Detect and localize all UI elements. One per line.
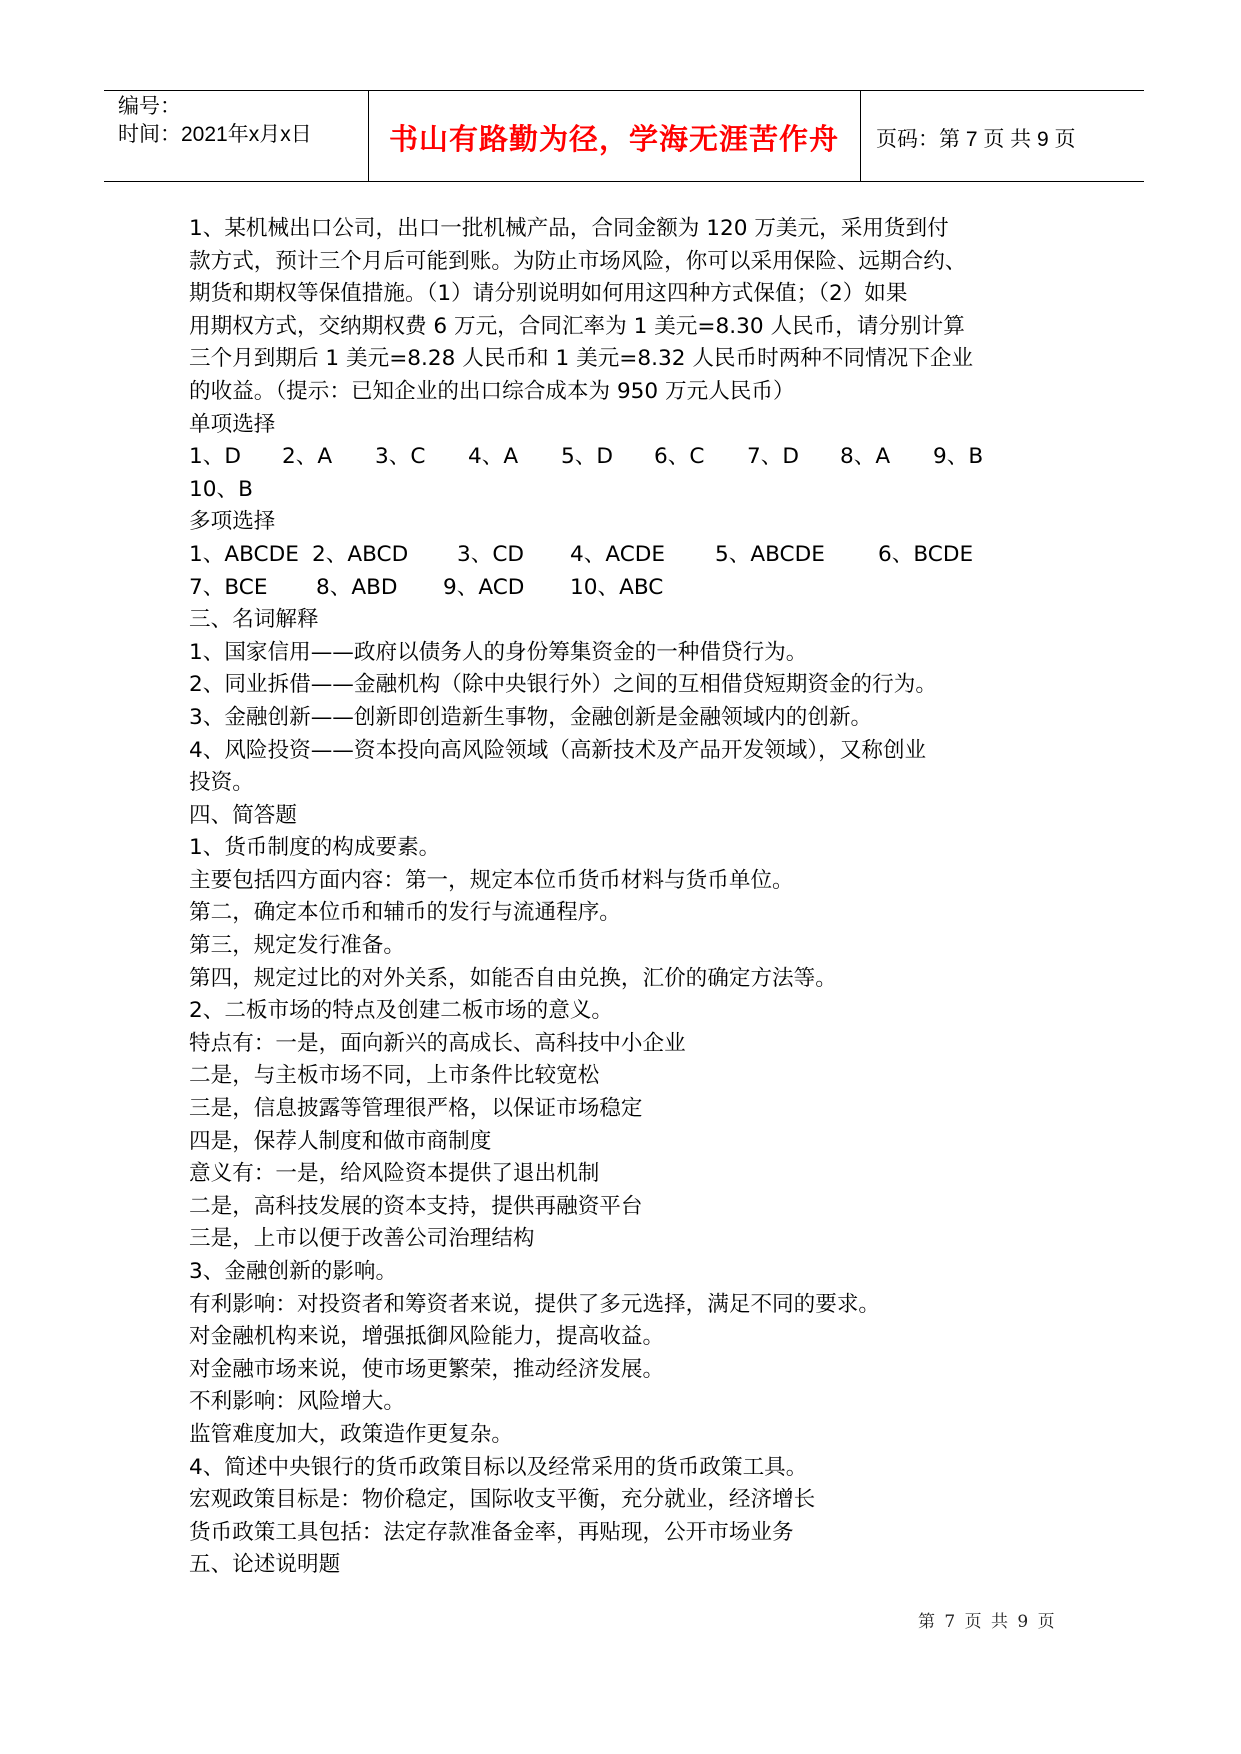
short-answer-line: 四是，保荐人制度和做市商制度: [189, 1128, 492, 1154]
question-line: 1、某机械出口公司，出口一批机械产品，合同金额为 120 万美元，采用货到付: [189, 216, 949, 241]
short-answer-line: 第二，确定本位币和辅币的发行与流通程序。: [189, 900, 621, 926]
answer-item: 4、ACDE: [570, 541, 666, 567]
short-answer-line: 对金融机构来说，增强抵御风险能力，提高收益。: [189, 1324, 665, 1350]
answer-item: 6、C: [654, 444, 705, 470]
term-definition: 3、金融创新——创新即创造新生事物，金融创新是金融领域内的创新。: [189, 704, 873, 730]
answer-item: 4、A: [468, 444, 519, 470]
short-answer-line: 特点有：一是，面向新兴的高成长、高科技中小企业: [189, 1030, 686, 1056]
short-answer-line: 4、简述中央银行的货币政策目标以及经常采用的货币政策工具。: [189, 1454, 808, 1480]
answer-item: 9、B: [933, 444, 984, 470]
question-line: 的收益。（提示：已知企业的出口综合成本为 950 万元人民币）: [189, 378, 795, 404]
short-answer-line: 意义有：一是，给风险资本提供了退出机制: [189, 1161, 600, 1187]
answer-item: 6、BCDE: [878, 541, 974, 567]
multi-choice-answers-row-2: [189, 572, 1059, 605]
answer-item: 7、BCE: [189, 574, 268, 600]
header-number-label: 编号：: [118, 95, 181, 118]
question-line: 期货和期权等保值措施。（1）请分别说明如何用这四种方式保值；（2）如果: [189, 281, 908, 307]
short-answer-line: 对金融市场来说，使市场更繁荣，推动经济发展。: [189, 1356, 665, 1382]
short-answer-line: 监管难度加大，政策造作更复杂。: [189, 1421, 513, 1447]
question-line: 三个月到期后 1 美元=8.28 人民币和 1 美元=8.32 人民币时两种不同情况下企业: [189, 346, 974, 372]
answer-item: 5、ABCDE: [715, 541, 825, 567]
header-page-code: 页码：第 7 页 共 9 页: [876, 128, 1076, 151]
answer-item: 10、ABC: [570, 574, 664, 600]
short-answer-line: 1、货币制度的构成要素。: [189, 835, 441, 861]
term-definition: 1、国家信用——政府以债务人的身份筹集资金的一种借贷行为。: [189, 639, 808, 665]
short-answer-line: 主要包括四方面内容：第一，规定本位币货币材料与货币单位。: [189, 867, 794, 893]
term-definition: 2、同业拆借——金融机构（除中央银行外）之间的互相借贷短期资金的行为。: [189, 672, 937, 698]
short-answer-line: 不利影响：风险增大。: [189, 1389, 405, 1415]
question-line: 款方式，预计三个月后可能到账。为防止市场风险，你可以采用保险、远期合约、: [189, 248, 967, 274]
header-divider-right: [860, 91, 861, 181]
answer-item: 2、ABCD: [312, 541, 409, 567]
short-answer-line: 3、金融创新的影响。: [189, 1259, 398, 1284]
multi-choice-heading: 多项选择: [189, 509, 276, 535]
answer-item: 3、C: [375, 444, 426, 470]
short-answer-line: 二是，与主板市场不同，上市条件比较宽松: [189, 1063, 600, 1089]
answer-item: 7、D: [747, 444, 799, 470]
short-answer-line: 宏观政策目标是：物价稳定，国际收支平衡，充分就业，经济增长: [189, 1487, 816, 1513]
single-choice-heading: 单项选择: [189, 411, 276, 437]
answer-item: 8、ABD: [316, 574, 398, 600]
short-answer-line: 三是，上市以便于改善公司治理结构: [189, 1226, 535, 1252]
page-footer-number: 第 7 页 共 9 页: [918, 1612, 1057, 1632]
short-answer-line: 货币政策工具包括：法定存款准备金率，再贴现，公开市场业务: [189, 1519, 794, 1545]
short-answer-line: 二是，高科技发展的资本支持，提供再融资平台: [189, 1193, 643, 1219]
header-time-label: 时间：2021年x月x日: [118, 123, 312, 146]
terms-heading: 三、名词解释: [189, 607, 319, 633]
header-left-cell: [118, 93, 312, 149]
answer-item: 5、D: [561, 444, 613, 470]
single-choice-answers: [189, 441, 1059, 474]
answer-item: 3、CD: [457, 541, 525, 567]
answer-item: 1、ABCDE: [189, 541, 299, 567]
term-definition: 投资。: [189, 770, 254, 796]
term-definition: 4、风险投资——资本投向高风险领域（高新技术及产品开发领域），又称创业: [189, 737, 927, 763]
short-answer-line: 三是，信息披露等管理很严格，以保证市场稳定: [189, 1096, 643, 1122]
answer-item: 2、A: [282, 444, 333, 470]
single-choice-answer-last: 10、B: [189, 476, 253, 502]
header-motto: 书山有路勤为径，学海无涯苦作舟: [388, 122, 839, 156]
answer-item: 9、ACD: [443, 574, 525, 600]
question-line: 用期权方式，交纳期权费 6 万元，合同汇率为 1 美元=8.30 人民币，请分别计算: [189, 313, 965, 339]
page-header: [104, 90, 1144, 182]
short-answer-line: 第四，规定过比的对外关系，如能否自由兑换，汇价的确定方法等。: [189, 965, 837, 991]
question-1-block: [189, 213, 1059, 409]
multi-choice-answers-row-1: [189, 539, 1059, 572]
answer-item: 1、D: [189, 444, 241, 470]
short-answer-line: 2、二板市场的特点及创建二板市场的意义。: [189, 998, 614, 1024]
short-answer-heading: 四、简答题: [189, 802, 297, 828]
essay-heading: 五、论述说明题: [189, 1552, 341, 1578]
document-body: [189, 213, 1059, 1582]
short-answer-line: 有利影响：对投资者和筹资者来说，提供了多元选择，满足不同的要求。: [189, 1291, 881, 1317]
short-answer-line: 第三，规定发行准备。: [189, 933, 405, 959]
answer-item: 8、A: [840, 444, 891, 470]
